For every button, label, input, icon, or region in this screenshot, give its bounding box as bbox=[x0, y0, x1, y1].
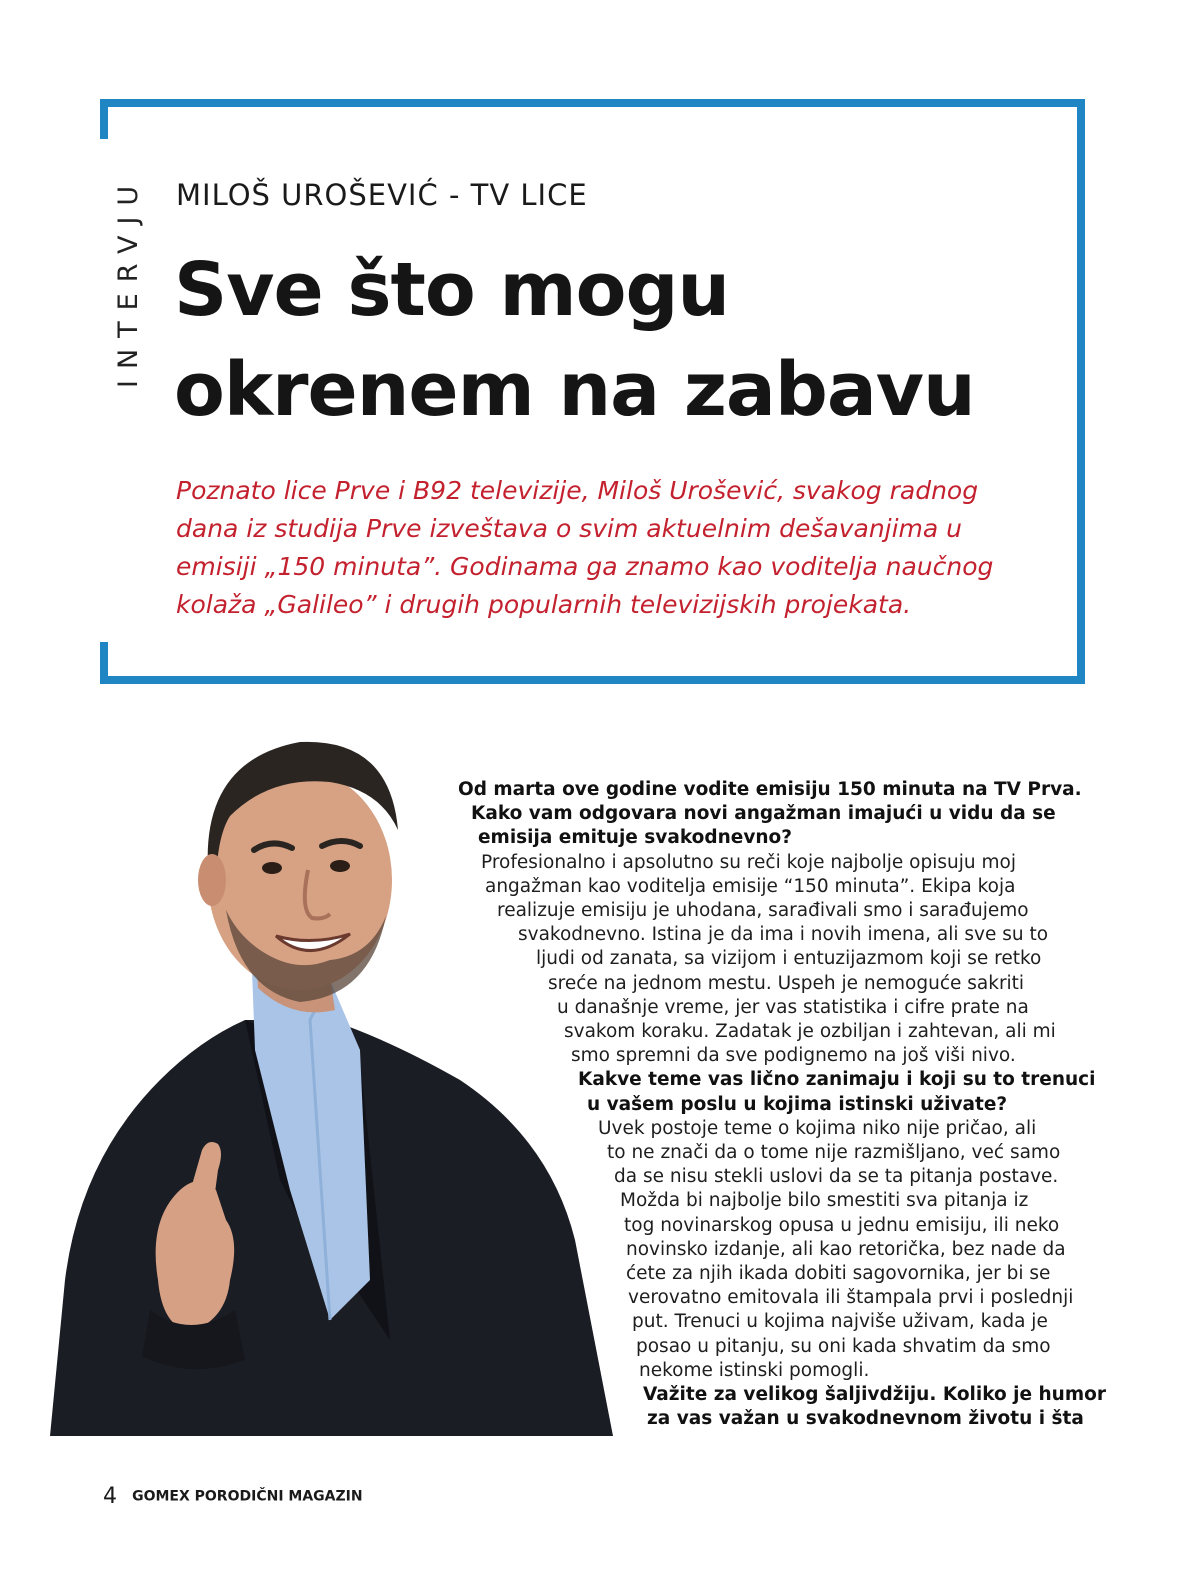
frame-right-border bbox=[1077, 99, 1085, 684]
body-line: u današnje vreme, jer vas statistika i cifre prate na bbox=[557, 996, 1029, 1018]
body-line: ćete za njih ikada dobiti sagovornika, jer bi se bbox=[626, 1263, 1051, 1285]
lead-line: emisiji „150 minuta”. Godinama ga znamo kao voditelja naučnog bbox=[176, 552, 994, 581]
body-line: Možda bi najbolje bilo smestiti sva pitanja iz bbox=[620, 1190, 1029, 1212]
article-headline bbox=[174, 240, 1064, 440]
body-line: Kakve teme vas lično zanimaju i koji su to trenuci bbox=[578, 1069, 1096, 1091]
magazine-name: GOMEX PORODIČNI MAGAZIN bbox=[132, 1488, 363, 1505]
body-line: Važite za velikog šaljivdžiju. Koliko je humor bbox=[643, 1384, 1106, 1406]
article-body bbox=[0, 778, 1200, 1431]
body-line: sreće na jednom mestu. Uspeh je nemoguće sakriti bbox=[548, 972, 1025, 994]
frame-left-bottom-border bbox=[100, 642, 108, 684]
body-line: Kako vam odgovara novi angažman imajući u vidu da se bbox=[471, 803, 1056, 825]
headline-line: Sve što mogu bbox=[174, 247, 730, 333]
article-lead bbox=[176, 472, 1056, 624]
page-number: 4 bbox=[103, 1484, 117, 1509]
body-line: put. Trenuci u kojima najviše uživam, kada je bbox=[632, 1311, 1048, 1333]
body-line: smo spremni da sve podignemo na još viši nivo. bbox=[571, 1045, 1016, 1067]
body-line: realizuje emisiju je uhodana, sarađivali smo i sarađujemo bbox=[497, 900, 1029, 922]
body-line: svakodnevno. Istina je da ima i novih imena, ali sve su to bbox=[518, 924, 1049, 946]
body-line: Profesionalno i apsolutno su reči koje najbolje opisuju moj bbox=[481, 851, 1016, 873]
headline-line: okrenem na zabavu bbox=[174, 347, 975, 433]
body-line: u vašem poslu u kojima istinski uživate? bbox=[587, 1093, 1008, 1115]
body-line: ljudi od zanata, sa vizijom i entuzijazmom koji se retko bbox=[536, 948, 1042, 970]
page-footer bbox=[103, 1484, 363, 1509]
lead-line: kolaža „Galileo” i drugih popularnih televizijskih projekata. bbox=[176, 590, 912, 619]
body-line: Uvek postoje teme o kojima niko nije pričao, ali bbox=[598, 1117, 1037, 1139]
body-line: da se nisu stekli uslovi da se ta pitanja postave. bbox=[614, 1166, 1059, 1188]
body-line: to ne znači da o tome nije razmišljano, već samo bbox=[607, 1142, 1061, 1164]
lead-line: dana iz studija Prve izveštava o svim aktuelnim dešavanjima u bbox=[176, 514, 963, 543]
body-line: emisija emituje svakodnevno? bbox=[478, 827, 792, 849]
body-line: angažman kao voditelja emisije “150 minuta”. Ekipa koja bbox=[485, 875, 1016, 897]
article-kicker: MILOŠ UROŠEVIĆ - TV LICE bbox=[176, 178, 588, 212]
body-line: verovatno emitovala ili štampala prvi i poslednji bbox=[628, 1287, 1074, 1309]
section-label: INTERVJU bbox=[113, 174, 144, 388]
body-line: tog novinarskog opusa u jednu emisiju, ili neko bbox=[624, 1214, 1060, 1236]
frame-left-top-border bbox=[100, 99, 108, 139]
frame-bottom-border bbox=[100, 676, 1085, 684]
body-line: novinsko izdanje, ali kao retorička, bez nade da bbox=[626, 1238, 1066, 1260]
body-line: za vas važan u svakodnevnom životu i šta bbox=[647, 1408, 1084, 1430]
lead-line: Poznato lice Prve i B92 televizije, Miloš Urošević, svakog radnog bbox=[176, 476, 979, 505]
body-line: svakom koraku. Zadatak je ozbiljan i zahtevan, ali mi bbox=[564, 1021, 1056, 1043]
body-line: nekome istinski pomogli. bbox=[639, 1359, 870, 1381]
body-line: posao u pitanju, su oni kada shvatim da smo bbox=[636, 1335, 1051, 1357]
frame-top-border bbox=[100, 99, 1085, 107]
body-line: Od marta ove godine vodite emisiju 150 minuta na TV Prva. bbox=[458, 779, 1082, 800]
